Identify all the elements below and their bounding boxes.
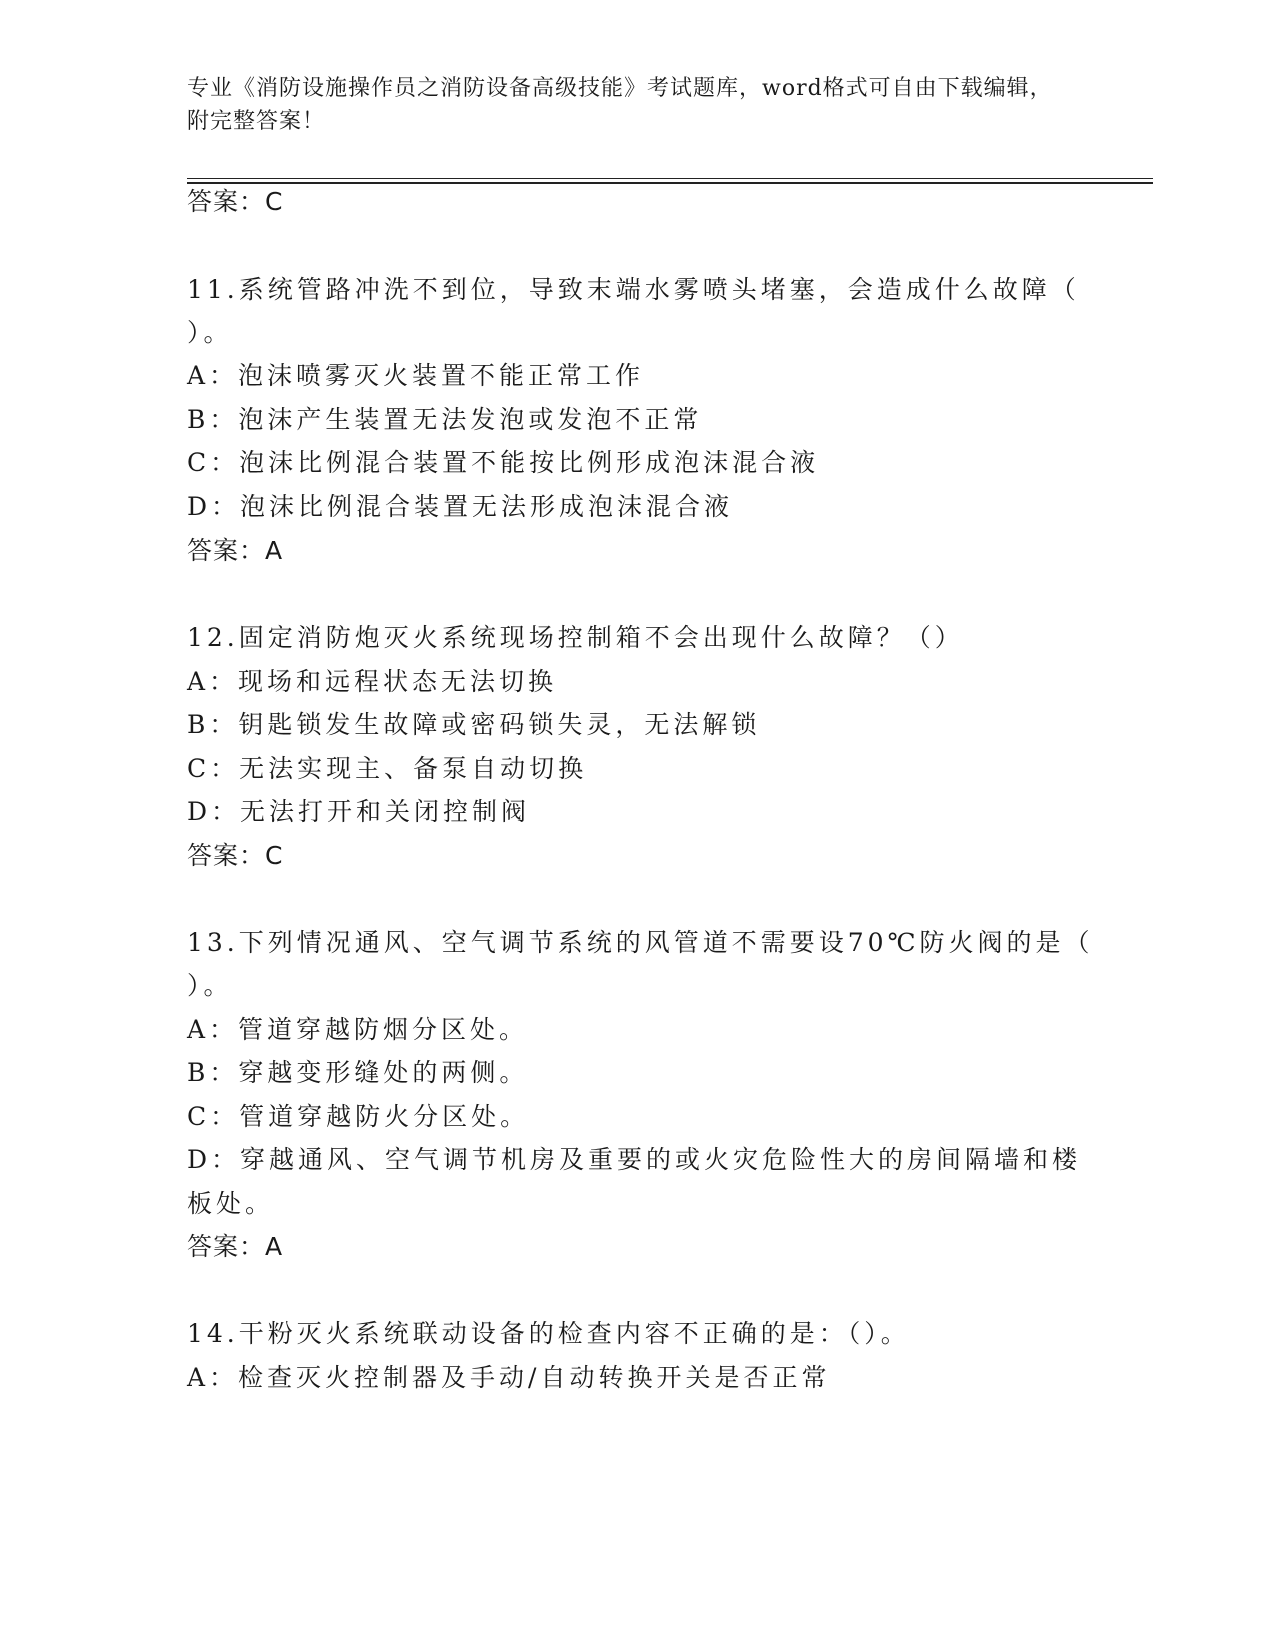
question-13-option-c: C：管道穿越防火分区处。 (187, 1102, 530, 1131)
question-12-stem: 12.固定消防炮灭火系统现场控制箱不会出现什么故障？（） (187, 623, 964, 652)
previous-answer: 答案：C (187, 187, 284, 216)
question-11-option-c: C：泡沫比例混合装置不能按比例形成泡沫混合液 (187, 448, 820, 477)
question-11-option-d: D：泡沫比例混合装置无法形成泡沫混合液 (187, 492, 734, 521)
question-11-answer: 答案：A (187, 536, 284, 565)
question-11-option-b: B：泡沫产生装置无法发泡或发泡不正常 (187, 405, 703, 434)
question-13-stem: 13.下列情况通风、空气调节系统的风管道不需要设70℃防火阀的是（ (187, 928, 1094, 957)
question-12-answer: 答案：C (187, 841, 284, 870)
header-divider-thin (187, 178, 1153, 179)
question-13-stem-continued: ）。 (187, 971, 233, 1000)
document-header: 专业《消防设施操作员之消防设备高级技能》考试题库，word格式可自由下载编辑，附完整答案！ (187, 76, 1053, 134)
question-12-option-d: D：无法打开和关闭控制阀 (187, 797, 531, 826)
question-12-option-b: B：钥匙锁发生故障或密码锁失灵，无法解锁 (187, 710, 761, 739)
question-13-option-a: A：管道穿越防烟分区处。 (187, 1015, 529, 1044)
question-13-option-d-continued: 板处。 (187, 1189, 275, 1218)
header-divider-thick (187, 182, 1153, 184)
question-11-stem-continued: ）。 (187, 318, 233, 347)
question-12-option-c: C：无法实现主、备泵自动切换 (187, 754, 588, 783)
question-13-answer: 答案：A (187, 1232, 284, 1261)
question-12-option-a: A：现场和远程状态无法切换 (187, 667, 558, 696)
question-11-stem: 11.系统管路冲洗不到位，导致末端水雾喷头堵塞，会造成什么故障（ (187, 275, 1080, 304)
question-11-option-a: A：泡沫喷雾灭火装置不能正常工作 (187, 361, 645, 390)
question-14-option-a: A：检查灭火控制器及手动/自动转换开关是否正常 (187, 1363, 831, 1392)
question-14-stem: 14.干粉灭火系统联动设备的检查内容不正确的是：（）。 (187, 1319, 910, 1348)
question-13-option-d: D：穿越通风、空气调节机房及重要的或火灾危险性大的房间隔墙和楼 (187, 1145, 1082, 1174)
question-13-option-b: B：穿越变形缝处的两侧。 (187, 1058, 529, 1087)
